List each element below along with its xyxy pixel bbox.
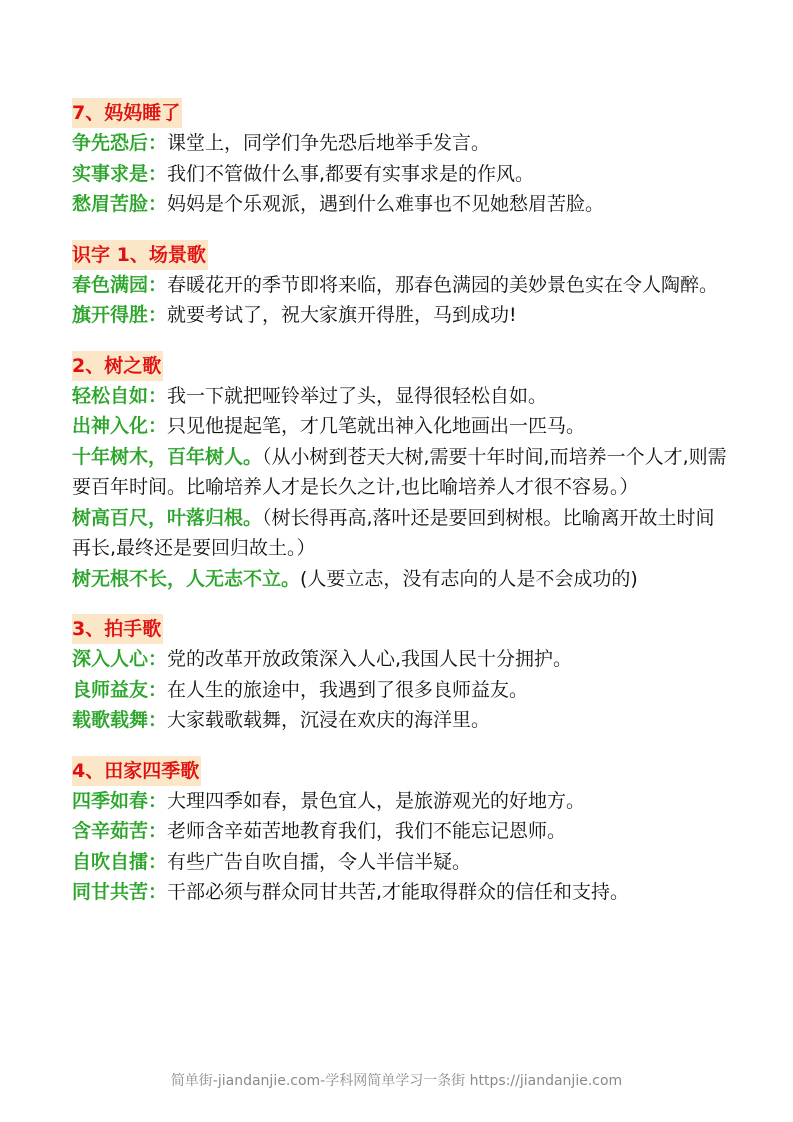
idiom-term: 良师益友：	[72, 678, 168, 701]
section-heading: 2、树之歌	[72, 351, 163, 381]
section-shu-zhi-ge	[72, 351, 732, 595]
idiom-example: 就要考试了，祝大家旗开得胜，马到成功!	[167, 304, 517, 326]
idiom-example: (人要立志，没有志向的人是不会成功的)	[300, 567, 638, 590]
idiom-entry	[72, 189, 732, 220]
idiom-entry	[72, 705, 732, 736]
section-heading: 7、妈妈睡了	[72, 98, 182, 128]
idiom-example: 党的改革开放政策深入人心,我国人民十分拥护。	[167, 648, 573, 670]
idiom-entry	[72, 675, 732, 706]
idiom-example: （从小树到苍天大树,需要十年时间,而培养一个人才,则需要百年时间。比喻培养人才是长久之计,也比喻培养人才很不容易。）	[72, 445, 727, 498]
idiom-entry	[72, 128, 732, 159]
section-changjing-ge	[72, 240, 732, 331]
section-tianjia-siji-ge	[72, 756, 732, 908]
section-mama-shui-le	[72, 98, 732, 220]
section-paishou-ge	[72, 614, 732, 736]
idiom-example: 春暖花开的季节即将来临，那春色满园的美妙景色实在令人陶醉。	[167, 273, 719, 296]
idiom-example: 我一下就把哑铃举过了头，显得很轻松自如。	[167, 384, 548, 407]
idiom-term: 同甘共苦：	[72, 881, 168, 903]
section-heading: 4、田家四季歌	[72, 756, 201, 786]
idiom-entry	[72, 381, 732, 412]
idiom-example: 有些广告自吹自擂，令人半信半疑。	[167, 850, 472, 873]
idiom-entry	[72, 503, 732, 564]
idiom-example: 课堂上，同学们争先恐后地举手发言。	[167, 132, 491, 154]
idiom-example: 大家载歌载舞，沉浸在欢庆的海洋里。	[167, 709, 491, 731]
idiom-term: 争先恐后：	[72, 132, 168, 154]
idiom-example: 妈妈是个乐观派，遇到什么难事也不见她愁眉苦脸。	[167, 193, 605, 215]
idiom-term: 春色满园：	[72, 273, 168, 296]
idiom-term: 树高百尺，叶落归根。	[72, 506, 263, 529]
section-heading: 识字 1、场景歌	[72, 240, 208, 270]
idiom-entry	[72, 847, 732, 878]
idiom-term: 四季如春：	[72, 789, 168, 812]
idiom-entry	[72, 644, 732, 675]
idiom-entry	[72, 442, 732, 503]
idiom-example: （树长得再高,落叶还是要回到树根。比喻离开故土时间再长,最终还是要回归故土。）	[72, 506, 715, 559]
idiom-term: 载歌载舞：	[72, 709, 168, 731]
idiom-term: 愁眉苦脸：	[72, 193, 168, 215]
idiom-term: 十年树木，百年树人。	[72, 445, 263, 468]
idiom-entry	[72, 786, 732, 817]
idiom-term: 含辛茹苦：	[72, 820, 168, 842]
idiom-entry	[72, 270, 732, 301]
idiom-term: 自吹自擂：	[72, 850, 168, 873]
idiom-entry	[72, 411, 732, 442]
idiom-example: 干部必须与群众同甘共苦,才能取得群众的信任和支持。	[167, 881, 630, 903]
idiom-entry	[72, 300, 732, 331]
idiom-example: 只见他提起笔，才几笔就出神入化地画出一匹马。	[167, 415, 586, 437]
idiom-example: 在人生的旅途中，我遇到了很多良师益友。	[167, 678, 529, 701]
idiom-term: 旗开得胜：	[72, 304, 168, 326]
document-body	[72, 98, 732, 928]
page-footer: 简单街-jiandanjie.com-学科网简单学习一条街 https://jiandanjie.com	[170, 1073, 623, 1089]
idiom-term: 出神入化：	[72, 415, 168, 437]
idiom-example: 我们不管做什么事,都要有实事求是的作风。	[167, 162, 535, 185]
idiom-entry	[72, 159, 732, 190]
idiom-term: 实事求是：	[72, 162, 168, 185]
idiom-term: 轻松自如：	[72, 384, 168, 407]
idiom-entry	[72, 816, 732, 847]
section-heading: 3、拍手歌	[72, 614, 163, 644]
idiom-term: 深入人心：	[72, 648, 168, 670]
idiom-entry	[72, 564, 732, 595]
idiom-example: 大理四季如春，景色宜人，是旅游观光的好地方。	[167, 789, 586, 812]
idiom-example: 老师含辛茹苦地教育我们，我们不能忘记恩师。	[167, 820, 567, 842]
idiom-term: 树无根不长，人无志不立。	[72, 567, 301, 590]
idiom-entry	[72, 877, 732, 908]
